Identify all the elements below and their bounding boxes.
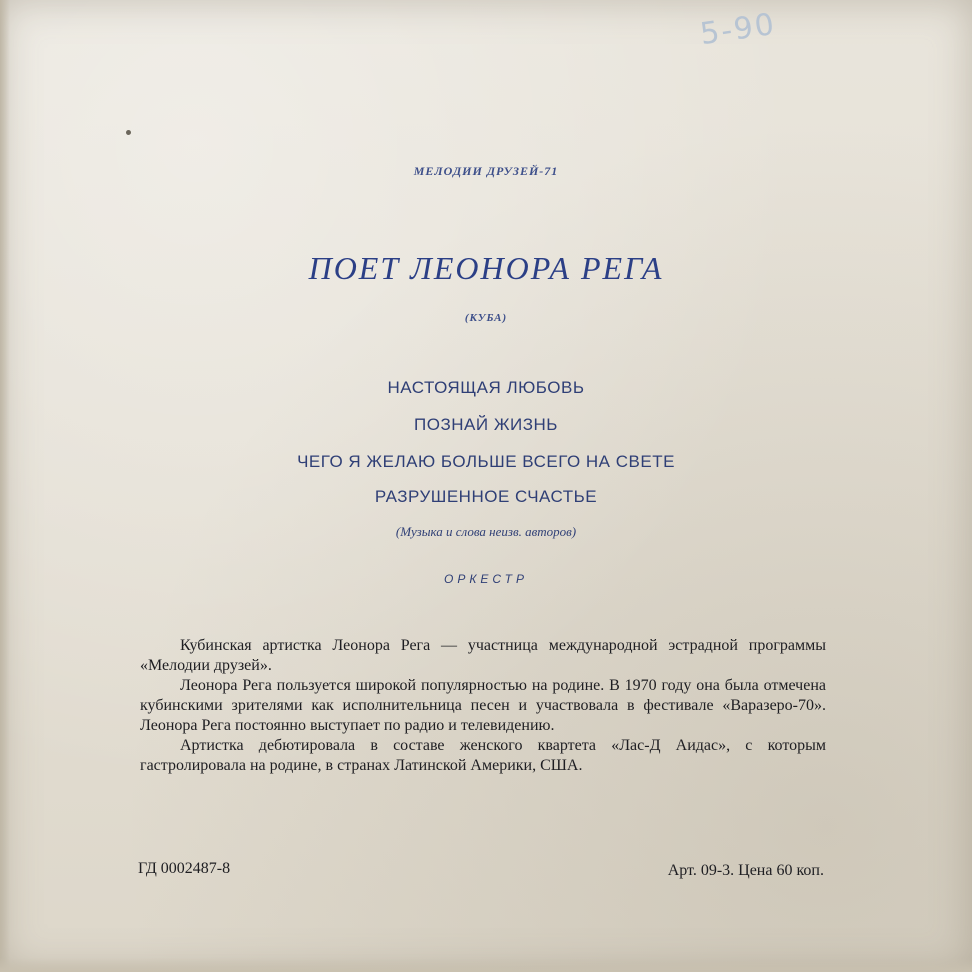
track-title: НАСТОЯЩАЯ ЛЮБОВЬ xyxy=(387,378,585,397)
bio-paragraph: Леонора Рега пользуется широкой популярностью на родине. В 1970 году она была отмечена кубинскими зрителями как исполнительница песен и участвовала в фестивале «Варазеро-70». Леонора Рега постоянно выступает по радио и телевидению. xyxy=(140,677,826,734)
bio-paragraph: Кубинская артистка Леонора Рега — участница международной эстрадной программы «Мелодии друзей». xyxy=(140,637,826,674)
price-info: Арт. 09-3. Цена 60 коп. xyxy=(667,862,824,879)
catalog-number: ГД 0002487-8 xyxy=(138,860,231,877)
album-title: ПОЕТ ЛЕОНОРА РЕГА xyxy=(308,250,664,286)
orchestra-label: ОРКЕСТР xyxy=(443,572,528,586)
track-title: ПОЗНАЙ ЖИЗНЬ xyxy=(414,415,558,434)
bio-paragraph: Артистка дебютировала в составе женского квартета «Лас-Д Аидас», с которым гастролировала на родине, в странах Латинской Америки, США. xyxy=(140,737,826,774)
track-title: ЧЕГО Я ЖЕЛАЮ БОЛЬШЕ ВСЕГО НА СВЕТЕ xyxy=(297,452,675,471)
artist-country: (КУБА) xyxy=(464,312,508,324)
sleeve-edge-left xyxy=(0,0,10,972)
ink-dot xyxy=(126,130,131,135)
handwritten-annotation: 5-90 xyxy=(697,6,779,53)
sleeve-edge-bottom xyxy=(0,958,972,972)
track-credits: (Музыка и слова неизв. авторов) xyxy=(395,524,577,539)
artist-biography xyxy=(140,636,826,776)
track-title: РАЗРУШЕННОЕ СЧАСТЬЕ xyxy=(374,487,598,506)
series-name: МЕЛОДИИ ДРУЗЕЙ-71 xyxy=(413,164,559,178)
